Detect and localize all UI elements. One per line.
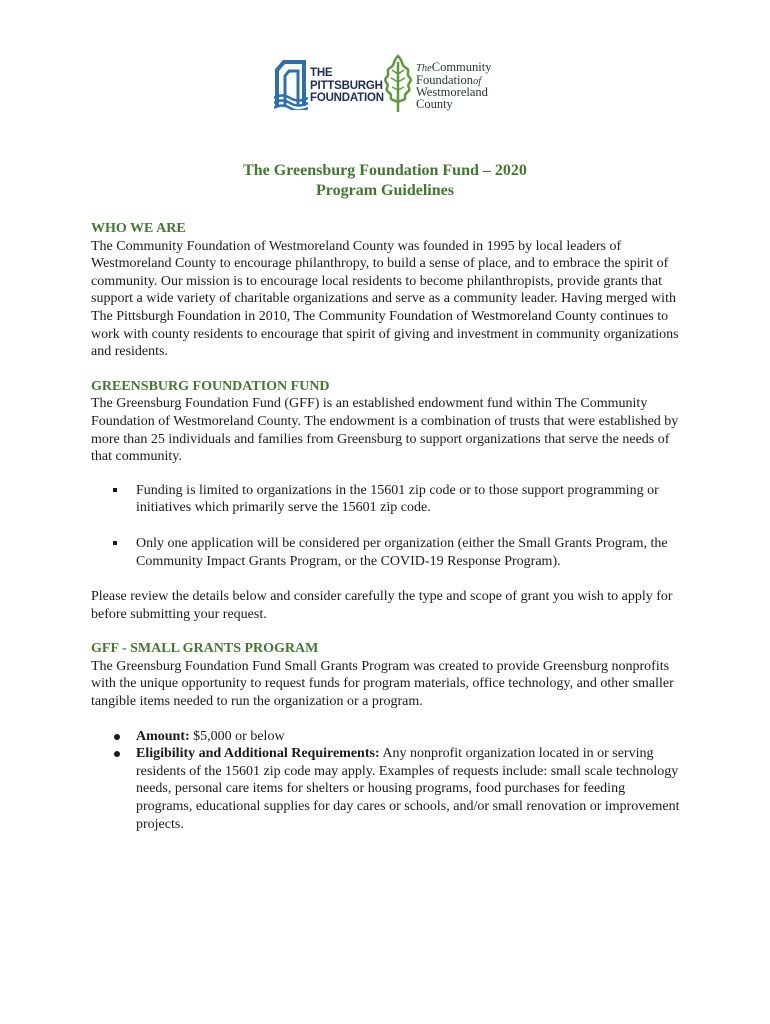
document-body (91, 220, 681, 833)
list-item: Funding is limited to organizations in the 15601 zip code or to those support programming or initiatives which primarily serve the 15601 zip code. (91, 482, 681, 517)
who-we-are-paragraph: The Community Foundation of Westmoreland County was founded in 1995 by local leaders of Westmoreland County to encourage philanthropy, to build a sense of place, and to embrace the spirit of community. Our mission is to encourage local residents to become philanthropists, provide grants that support a wide variety of charitable organizations and serve as a community leader. Having merged with The Pittsburgh Foundation in 2010, The Community Foundation of Westmoreland County continues to work with county residents to encourage that spirit of giving and investment in community organizations and residents. (91, 238, 679, 360)
cf-logo-community: Community (431, 60, 492, 74)
document-subtitle: Program Guidelines (316, 182, 454, 199)
pf-logo-line3: FOUNDATION (310, 92, 384, 104)
list-item (91, 728, 681, 746)
gff-bullet-list (91, 482, 681, 570)
pf-logo-line1: THE (310, 67, 333, 79)
pittsburgh-foundation-logo (274, 54, 384, 112)
gff-heading: GREENSBURG FOUNDATION FUND (91, 378, 330, 394)
small-grants-heading: GFF - SMALL GRANTS PROGRAM (91, 641, 319, 657)
amount-value: $5,000 or below (189, 728, 285, 744)
cf-logo-of: of (472, 75, 482, 87)
gff-paragraph: The Greensburg Foundation Fund (GFF) is an established endowment fund within The Community Foundation of Westmoreland County. The endowment is a combination of trusts that were established by more than 25 individuals and families from Greensburg to support organizations that serve the needs of that community. (91, 396, 679, 465)
amount-label: Amount: (136, 728, 190, 744)
small-grants-paragraph: The Greensburg Foundation Fund Small Grants Program was created to provide Greensburg nonprofits with the unique opportunity to request funds for program materials, office technology, and other smaller tangible items needed to run the organization or a program. (91, 658, 674, 710)
header-logos (274, 54, 506, 116)
eligibility-label: Eligibility and Additional Requirements: (136, 746, 380, 762)
oak-leaf-icon (382, 54, 414, 114)
eligibility-value: Any nonprofit organization located in or serving residents of the 15601 zip code may apply. Examples of requests include: small scale technology needs, personal care items for shelters or housing programs, food purchases for feeding programs, educational supplies for day cares or schools, and/or small renovation or improvement projects. (136, 746, 680, 832)
who-we-are-heading: WHO WE ARE (91, 221, 186, 236)
cf-logo-county: County (416, 96, 453, 111)
list-item: Only one application will be considered per organization (either the Small Grants Program, the Community Impact Grants Program, or the COVID-19 Response Program). (91, 535, 681, 570)
list-item (91, 745, 681, 833)
cf-logo-westmoreland: Westmoreland (416, 85, 488, 99)
small-grants-bullet-list (91, 728, 681, 834)
document-title: The Greensburg Foundation Fund – 2020 (243, 162, 527, 179)
review-paragraph: Please review the details below and consider carefully the type and scope of grant you wish to apply for before submitting your request. (91, 589, 673, 622)
community-foundation-logo (382, 54, 506, 116)
pf-logo-line2: PITTSBURGH (310, 79, 383, 92)
pittsburgh-building-icon (274, 56, 308, 110)
cf-logo-the: The (416, 63, 432, 74)
cf-logo-foundation: Foundation (416, 72, 473, 87)
